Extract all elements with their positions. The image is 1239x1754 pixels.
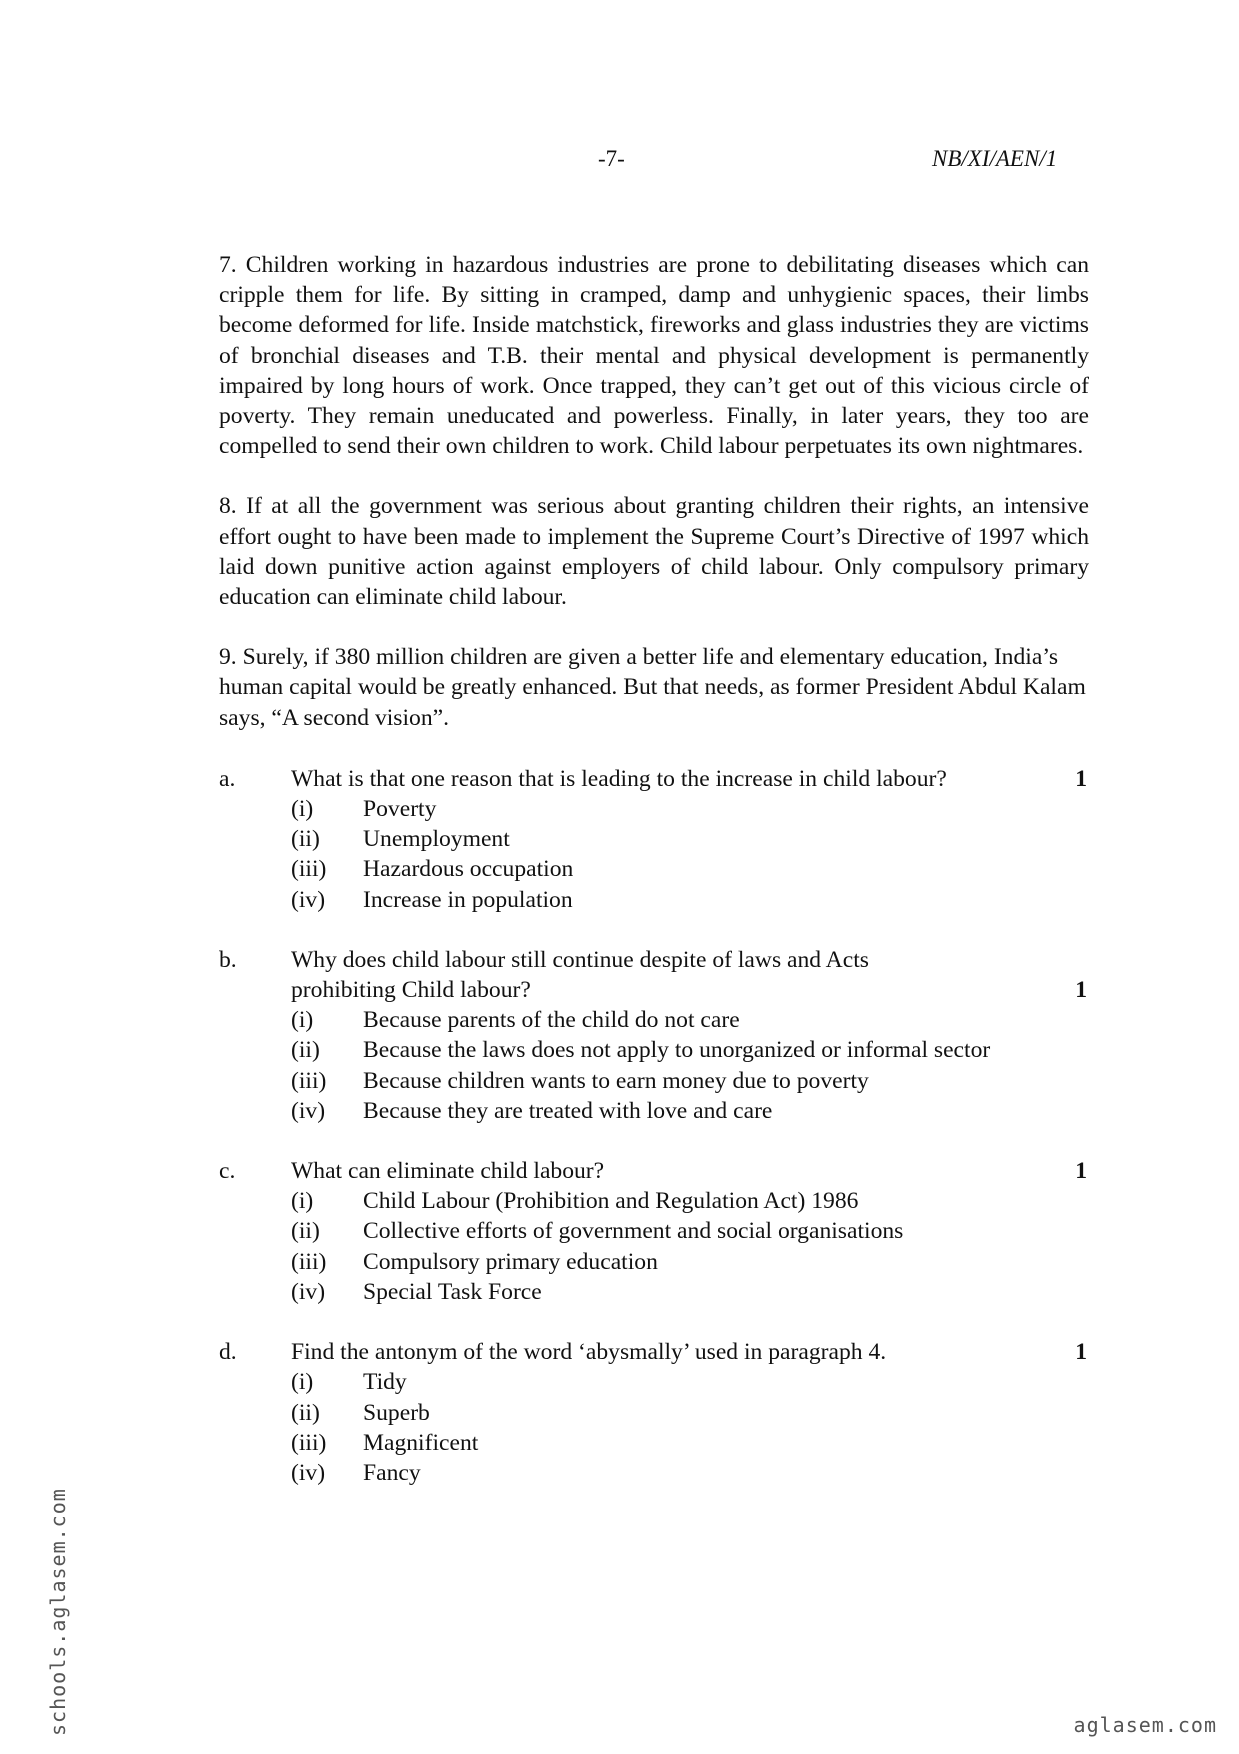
option-number: (ii) (291, 1037, 320, 1064)
option-text: Increase in population (363, 886, 573, 913)
question-marks: 1 (1075, 1339, 1087, 1366)
option-text: Superb (363, 1399, 430, 1426)
option-number: (i) (291, 1007, 314, 1034)
option-text: Because they are treated with love and care (363, 1097, 773, 1124)
option-text: Poverty (363, 796, 437, 823)
corner-watermark: aglasem.com (1073, 1713, 1217, 1737)
question-text: What can eliminate child labour? (291, 1158, 605, 1185)
option-number: (iv) (291, 1278, 326, 1305)
question-letter: a. (219, 765, 236, 792)
option-number: (i) (291, 796, 314, 823)
question-marks: 1 (1075, 765, 1087, 792)
option-number: (iv) (291, 1459, 326, 1486)
option (291, 1398, 1089, 1428)
question-a (219, 764, 1089, 915)
option-text: Special Task Force (363, 1278, 542, 1305)
question-marks: 1 (1075, 976, 1087, 1003)
option (291, 1005, 1089, 1035)
option (291, 1458, 1089, 1488)
question-letter: c. (219, 1158, 236, 1185)
passage-paragraph-8: 8. If at all the government was serious about granting children their rights, an intensive effort ought to have been made to implement the Supreme Court’s Directive of 1997 which laid down punitive action against employers of child labour. Only compulsory primary education can eliminate child labour. (219, 493, 1089, 611)
option (291, 1277, 1089, 1307)
option-number: (iv) (291, 1097, 326, 1124)
option (291, 794, 1089, 824)
option (291, 1247, 1089, 1277)
option (291, 824, 1089, 854)
option-text: Compulsory primary education (363, 1248, 658, 1275)
option (291, 1066, 1089, 1096)
option-text: Child Labour (Prohibition and Regulation Act) 1986 (363, 1188, 859, 1215)
option-text: Unemployment (363, 826, 510, 853)
question-text: Find the antonym of the word ‘abysmally’ used in paragraph 4. (291, 1339, 887, 1366)
page-number: -7- (598, 146, 625, 171)
option-number: (iii) (291, 1429, 327, 1456)
paper-code: NB/XI/AEN/1 (932, 146, 1058, 171)
option-number: (i) (291, 1188, 314, 1215)
option-number: (iii) (291, 856, 327, 883)
passage-paragraph-9: 9. Surely, if 380 million children are given a better life and elementary education, India’s human capital would be greatly enhanced. But that needs, as former President Abdul Kalam says, “A second vision”. (219, 644, 1086, 731)
option-text: Fancy (363, 1459, 421, 1486)
side-watermark: schools.aglasem.com (46, 1488, 70, 1736)
question-marks: 1 (1075, 1158, 1087, 1185)
option (291, 1367, 1089, 1397)
option-number: (iii) (291, 1067, 327, 1094)
option-number: (ii) (291, 1218, 320, 1245)
option-text: Because parents of the child do not care (363, 1007, 740, 1034)
option-text: Hazardous occupation (363, 856, 574, 883)
option (291, 1186, 1089, 1216)
question-text: What is that one reason that is leading to the increase in child labour? (291, 765, 947, 792)
option (291, 1035, 1089, 1065)
question-d (219, 1337, 1089, 1488)
option-text: Magnificent (363, 1429, 479, 1456)
option-text: Collective efforts of government and social organisations (363, 1218, 904, 1245)
option-text: Because the laws does not apply to unorganized or informal sector (363, 1037, 991, 1064)
option (291, 1428, 1089, 1458)
option (291, 1216, 1089, 1246)
question-letter: b. (219, 946, 237, 973)
question-text: Why does child labour still continue despite of laws and Acts prohibiting Child labour? (291, 946, 869, 1004)
passage-paragraph-7: 7. Children working in hazardous industries are prone to debilitating diseases which can cripple them for life. By sitting in cramped, damp and unhygienic spaces, their limbs become deformed for life. Inside matchstick, fireworks and glass industries they are victims of bronchial diseases and T.B. their mental and physical development is permanently impaired by long hours of work. Once trapped, they can’t get out of this vicious circle of poverty. They remain uneducated and powerless. Finally, in later years, they too are compelled to send their own children to work. Child labour perpetuates its own nightmares. (219, 252, 1089, 460)
option-number: (iv) (291, 886, 326, 913)
option (291, 854, 1089, 884)
option (291, 1096, 1089, 1126)
question-letter: d. (219, 1339, 237, 1366)
option-number: (ii) (291, 1399, 320, 1426)
page-header (0, 146, 1239, 180)
option (291, 885, 1089, 915)
question-c (219, 1156, 1089, 1307)
page-content (219, 250, 1089, 1518)
option-text: Because children wants to earn money due to poverty (363, 1067, 869, 1094)
option-number: (iii) (291, 1248, 327, 1275)
option-text: Tidy (363, 1369, 407, 1396)
option-number: (ii) (291, 826, 320, 853)
question-b (219, 945, 1089, 1126)
option-number: (i) (291, 1369, 314, 1396)
